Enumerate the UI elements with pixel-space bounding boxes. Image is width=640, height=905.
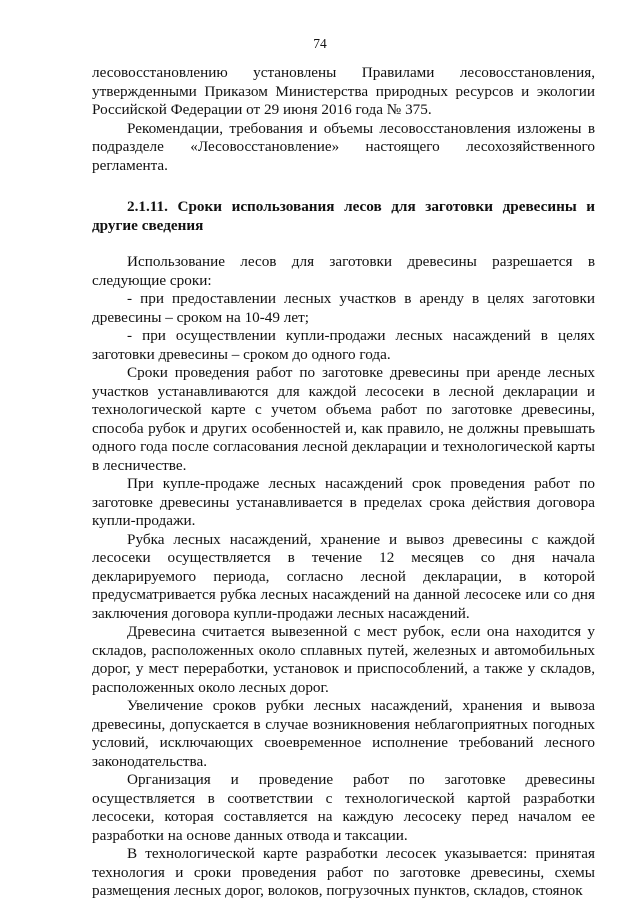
page-number: 74 (313, 36, 327, 51)
intro-paragraph-1: лесовосстановлению установлены Правилами лесовосстановления, утвержденными Приказом Министерства природных ресурсов и экологии Российской Федерации от 29 июня 2016 года № 375. (92, 64, 595, 118)
paragraph-10: В технологической карте разработки лесосек указывается: принятая технология и сроки проведения работ по заготовке древесины, схемы размещения лесных дорог, волоков, погрузочных пунктов, складов, стоянок (92, 845, 595, 899)
paragraph-9: Организация и проведение работ по заготовке древесины осуществляется в соответствии с технологической картой разработки лесосеки, которая составляется на каждую лесосеку перед началом ее разработки на основе данных отвода и таксации. (92, 771, 595, 844)
paragraph-8: Увеличение сроков рубки лесных насаждений, хранения и вывоза древесины, допускается в случае возникновения неблагоприятных погодных условий, исключающих своевременное исполнение требований лесного законодательства. (92, 697, 595, 770)
page-content (92, 64, 595, 901)
paragraph-7: Древесина считается вывезенной с мест рубок, если она находится у складов, расположенных около сплавных путей, железных и автомобильных дорог, у мест переработки, установок и приспособлений, а также у складов, расположенных около лесных дорог. (92, 623, 595, 696)
paragraph-5: При купле-продаже лесных насаждений срок проведения работ по заготовке древесины устанавливается в пределах срока действия договора купли-продажи. (92, 475, 595, 529)
paragraph-6: Рубка лесных насаждений, хранение и вывоз древесины с каждой лесосеки осуществляется в течение 12 месяцев со дня начала декларируемого периода, согласно лесной декларации, в которой предусматривается рубка лесных насаждений на данной лесосеке или со дня заключения договора купли-продажи лесных насаждений. (92, 530, 595, 622)
paragraph-3: - при осуществлении купли-продажи лесных насаждений в целях заготовки древесины – сроком до одного года. (92, 327, 595, 363)
paragraph-2: - при предоставлении лесных участков в аренду в целях заготовки древесины – сроком на 10-49 лет; (92, 290, 595, 326)
section-heading: 2.1.11. Сроки использования лесов для заготовки древесины и другие сведения (92, 198, 595, 234)
paragraph-1: Использование лесов для заготовки древесины разрешается в следующие сроки: (92, 253, 595, 289)
intro-paragraph-2: Рекомендации, требования и объемы лесовосстановления изложены в подразделе «Лесовосстановление» настоящего лесохозяйственного регламента. (92, 119, 595, 174)
paragraph-4: Сроки проведения работ по заготовке древесины при аренде лесных участков устанавливаются для каждой лесосеки в лесной декларации и технологической карте с учетом объема работ по заготовке древесины, способа рубок и других особенностей и, как правило, не должны превышать одного года после согласования лесной декларации и технологической карты в лесничестве. (92, 364, 595, 474)
